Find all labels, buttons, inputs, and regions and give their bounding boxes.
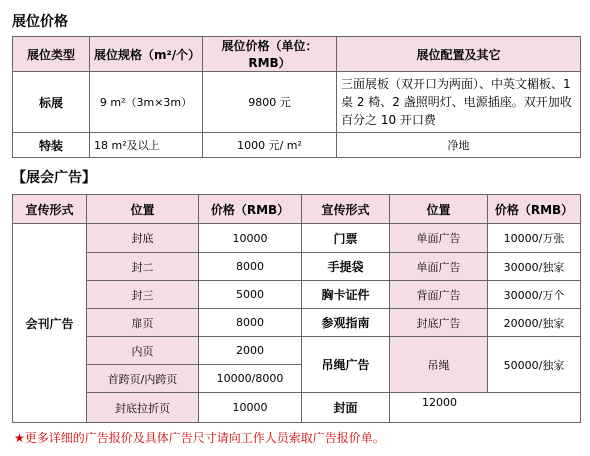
ad-position: 单面广告 xyxy=(390,253,488,281)
ad-form: 门票 xyxy=(302,224,390,253)
ad-price: 8000 xyxy=(199,253,302,281)
table-row xyxy=(13,224,581,253)
footer-note: ★更多详细的广告报价及具体广告尺寸请向工作人员索取广告报价单。 xyxy=(14,431,385,445)
ad-form: 手提袋 xyxy=(302,253,390,281)
ad-position: 首跨页/内跨页 xyxy=(87,365,199,393)
header-ad-form: 宣传形式 xyxy=(13,195,87,224)
section-title-booth-price: 展位价格 xyxy=(12,14,68,30)
ad-price-table xyxy=(12,194,581,423)
ad-position: 单面广告 xyxy=(390,224,488,253)
ad-position: 封底 xyxy=(87,224,199,253)
booth-config: 三面展板（双开口为两面）、中英文楣板、1桌 2 椅、2 盏照明灯、电源插座。双开加收百分之 10 开口费 xyxy=(337,72,581,133)
table-row xyxy=(13,309,581,337)
table-row xyxy=(13,337,581,365)
ad-price: 30000/独家 xyxy=(488,253,581,281)
header-booth-type: 展位类型 xyxy=(13,37,90,72)
ad-position: 封三 xyxy=(87,281,199,309)
booth-type: 标展 xyxy=(13,72,90,133)
ad-price: 8000 xyxy=(199,309,302,337)
table-row xyxy=(13,393,581,423)
ad-price: 30000/万个 xyxy=(488,281,581,309)
booth-price-table xyxy=(12,36,581,158)
ad-position: 背面广告 xyxy=(390,281,488,309)
ad-group-catalog: 会刊广告 xyxy=(13,224,87,423)
booth-price: 9800 元 xyxy=(203,72,337,133)
header-booth-price: 展位价格（单位：RMB） xyxy=(203,37,337,72)
ad-form: 封面 xyxy=(302,393,390,423)
ad-position: 封底广告 xyxy=(390,309,488,337)
ad-form: 参观指南 xyxy=(302,309,390,337)
header-ad-price: 价格（RMB） xyxy=(199,195,302,224)
table-row xyxy=(13,281,581,309)
header-booth-config: 展位配置及其它 xyxy=(337,37,581,72)
ad-position: 封二 xyxy=(87,253,199,281)
header-ad-position: 位置 xyxy=(390,195,488,224)
ad-price: 50000/独家 xyxy=(488,337,581,393)
ad-position: 封底拉折页 xyxy=(87,393,199,423)
header-ad-price: 价格（RMB） xyxy=(488,195,581,224)
ad-price: 2000 xyxy=(199,337,302,365)
table-row xyxy=(13,72,581,133)
booth-price: 1000 元/ m² xyxy=(203,133,337,158)
ad-price: 10000/万张 xyxy=(488,224,581,253)
booth-spec: 9 m²（3m×3m） xyxy=(90,72,203,133)
ad-price: 12000 xyxy=(390,393,581,423)
ad-position: 吊绳 xyxy=(390,337,488,393)
table-row xyxy=(13,133,581,158)
header-booth-spec: 展位规格（m²/个） xyxy=(90,37,203,72)
section-title-ads: 【展会广告】 xyxy=(12,170,96,186)
booth-spec: 18 m²及以上 xyxy=(90,133,203,158)
booth-config: 净地 xyxy=(337,133,581,158)
ad-price: 5000 xyxy=(199,281,302,309)
ad-position: 扉页 xyxy=(87,309,199,337)
ad-price: 10000/8000 xyxy=(199,365,302,393)
ad-price: 10000 xyxy=(199,393,302,423)
header-ad-position: 位置 xyxy=(87,195,199,224)
ad-price: 20000/独家 xyxy=(488,309,581,337)
header-ad-form: 宣传形式 xyxy=(302,195,390,224)
ad-form: 吊绳广告 xyxy=(302,337,390,393)
table-row xyxy=(13,253,581,281)
booth-type: 特装 xyxy=(13,133,90,158)
ad-position: 内页 xyxy=(87,337,199,365)
ad-price: 10000 xyxy=(199,224,302,253)
ad-form: 胸卡证件 xyxy=(302,281,390,309)
